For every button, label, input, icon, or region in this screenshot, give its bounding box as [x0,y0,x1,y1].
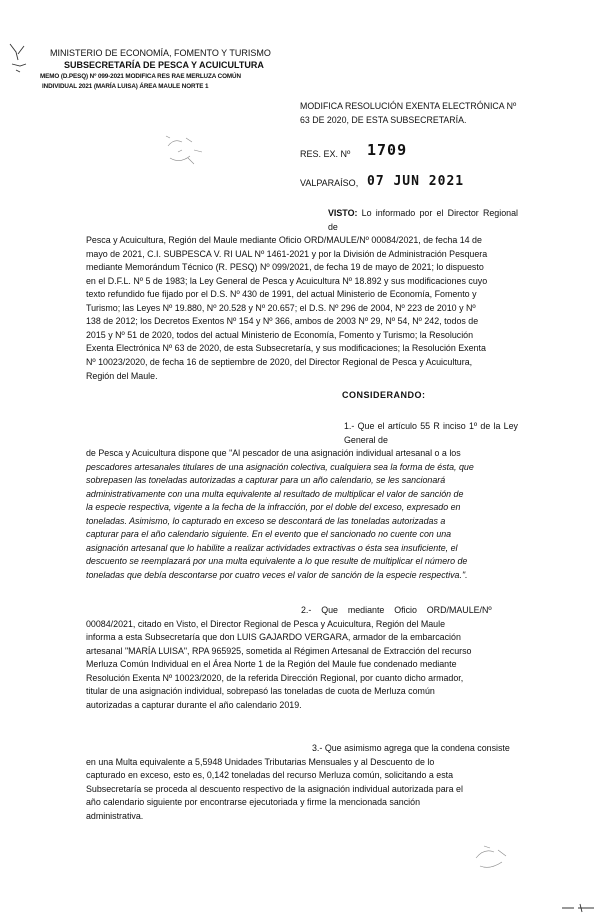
considerando-title: CONSIDERANDO: [342,390,426,400]
p1-line-6: toneladas. Asimismo, lo capturado en exceso se descontará de las toneladas autorizadas a [86,515,446,526]
p2-line-7: autorizadas a capturar durante el año calendario 2019. [86,699,302,710]
p1-line-3: sobrepasen las toneladas autorizadas a capturar para un año calendario, se les sancionará [86,475,446,486]
p1-line-9: descuento se reemplazará por una multa equivalente a lo que resulte de multiplicar el número de [86,556,468,567]
signature-mark [560,900,596,914]
resolution-label: RES. EX. Nº [300,149,351,159]
p3-line-1: en una Multa equivalente a 5,5948 Unidades Tributarias Mensuales y al Descuento de lo [86,756,435,767]
p1-line-7: capturar para el año calendario siguiente. En el evento que el sancionado no cuente con una [86,529,452,540]
considerando-p2 [86,604,518,712]
reference-line-1: MODIFICA RESOLUCIÓN EXENTA ELECTRÓNICA Nº [300,101,517,111]
place-label: VALPARAÍSO, [300,178,359,188]
faint-seal-stamp-bottom [470,838,516,874]
p1-line-5: la especie respectiva, vigente a la fecha de la infracción, por el doble del exceso, expresado en [86,502,461,513]
subsecretaria-name: SUBSECRETARÍA DE PESCA Y ACUICULTURA [64,60,264,70]
memo-line-1: MEMO (D.PESQ) Nº 099-2021 MODIFICA RES RAE MERLUZA COMÚN [40,73,241,80]
p1-line-10: toneladas que debía descontarse por cuatro veces el valor de sanción de la especie respectiva.". [86,570,468,581]
p2-line-4: Merluza Común Individual en el Área Norte 1 de la Región del Maule fue condenado mediante [86,659,457,670]
resolution-number: 1709 [367,141,408,159]
visto-line-7: 138 de 2012; los Decretos Exentos Nº 154 y Nº 366, ambos de 2003 Nº 29, Nº 54, Nº 242, todos de [86,316,479,327]
p1-line-1: de Pesca y Acuicultura dispone que "Al pescador de una asignación individual artesanal o a los [86,448,461,459]
visto-line-1: Pesca y Acuicultura, Región del Maule mediante Oficio ORD/MAULE/Nº 00084/2021, de fecha 14 de [86,235,482,246]
resolution-date: 07 JUN 2021 [367,174,465,189]
visto-line-2: mayo de 2021, C.I. SUBPESCA V. RI UAL Nº 1461-2021 y por la División de Administración Pesquera [86,248,488,259]
reference-line-2: 63 DE 2020, DE ESTA SUBSECRETARÍA. [300,115,467,125]
p3-line-2: capturado en exceso, esto es, 0,142 toneladas del recurso Merluza común, solicitando a esta [86,770,454,781]
p2-line-5: Resolución Exenta Nº 10023/2020, de la referida Dirección Regional, por cuanto dicho armador, [86,672,464,683]
p1-line-8: asignación artesanal que lo habilite a realizar actividades extractivas o ésta sea insuficiente, el [86,542,458,553]
considerando-p3 [86,742,518,823]
visto-line-4: en el D.F.L. Nº 5 de 1983; la Ley General de Pesca y Acuicultura Nº 18.892 y sus modificaciones cuyo [86,275,488,286]
p1-line-2: pescadores artesanales titulares de una asignación colectiva, cualquiera sea la forma de ésta, que [86,461,474,472]
visto-title: VISTO: [328,208,358,218]
visto-line-11: Región del Maule. [86,370,158,381]
ministry-name: MINISTERIO DE ECONOMÍA, FOMENTO Y TURISMO [50,48,271,58]
visto-section [86,207,518,383]
visto-first-line [86,207,518,234]
p3-line-5: administrativa. [86,810,144,821]
p3-line-3: Subsecretaría se proceda al descuento respectivo de la asignación individual autorizada para el [86,783,463,794]
p1-line-0: 1.- Que el artículo 55 R inciso 1º de la Ley General de [344,421,518,445]
considerando-p1 [86,420,518,583]
p2-line-1: 00084/2021, citado en Visto, el Director Regional de Pesca y Acuicultura, Región del Maule [86,618,445,629]
p2-line-3: artesanal "MARÍA LUISA", RPA 965925, sometida al Régimen Artesanal de Extracción del recurso [86,645,472,656]
p3-line-0: 3.- Que asimismo agrega que la condena consiste [312,743,510,753]
faint-seal-stamp [160,128,210,172]
ministry-logo [4,40,32,74]
visto-line-8: 2015 y Nº 51 de 2020, todos del actual Ministerio de Economía, Fomento y Turismo; la Resolución [86,329,474,340]
visto-line-5: texto refundido fue fijado por el D.S. Nº 430 de 1991, del actual Ministerio de Economía, Fomento y [86,289,477,300]
p2-line-2: informa a esta Subsecretaría que don LUIS GAJARDO VERGARA, armador de la embarcación [86,632,461,643]
p3-line-4: año calendario siguiente por encontrarse ejecutoriada y firme la mencionada sanción [86,797,420,808]
p2-line-0: 2.- Que mediante Oficio ORD/MAULE/Nº [301,605,492,615]
visto-line-3: mediante Memorándum Técnico (R. PESQ) Nº 099/2021, de fecha 19 de mayo de 2021; lo dispuesto [86,262,484,273]
visto-line-6: Turismo; las Leyes Nº 19.880, Nº 20.528 y Nº 20.657; el D.S. Nº 296 de 2004, Nº 223 de 2010 y Nº [86,302,476,313]
p1-line-4: administrativamente con una multa equivalente al resultado de multiplicar el valor de sanción de [86,488,464,499]
visto-line-9: Exenta Electrónica Nº 63 de 2020, de esta Subsecretaría, y sus modificaciones; la Resolución Exenta [86,343,486,354]
visto-line-10: Nº 10023/2020, de fecha 16 de septiembre de 2020, del Director Regional de Pesca y Acuicultura, [86,357,473,368]
visto-line-0: Lo informado por el Director Regional de [328,208,518,232]
memo-line-2: INDIVIDUAL 2021 (MARÍA LUISA) ÁREA MAULE NORTE 1 [42,83,209,90]
p2-line-6: titular de una asignación individual, sobrepasó las toneladas de cuota de Merluza común [86,686,435,697]
